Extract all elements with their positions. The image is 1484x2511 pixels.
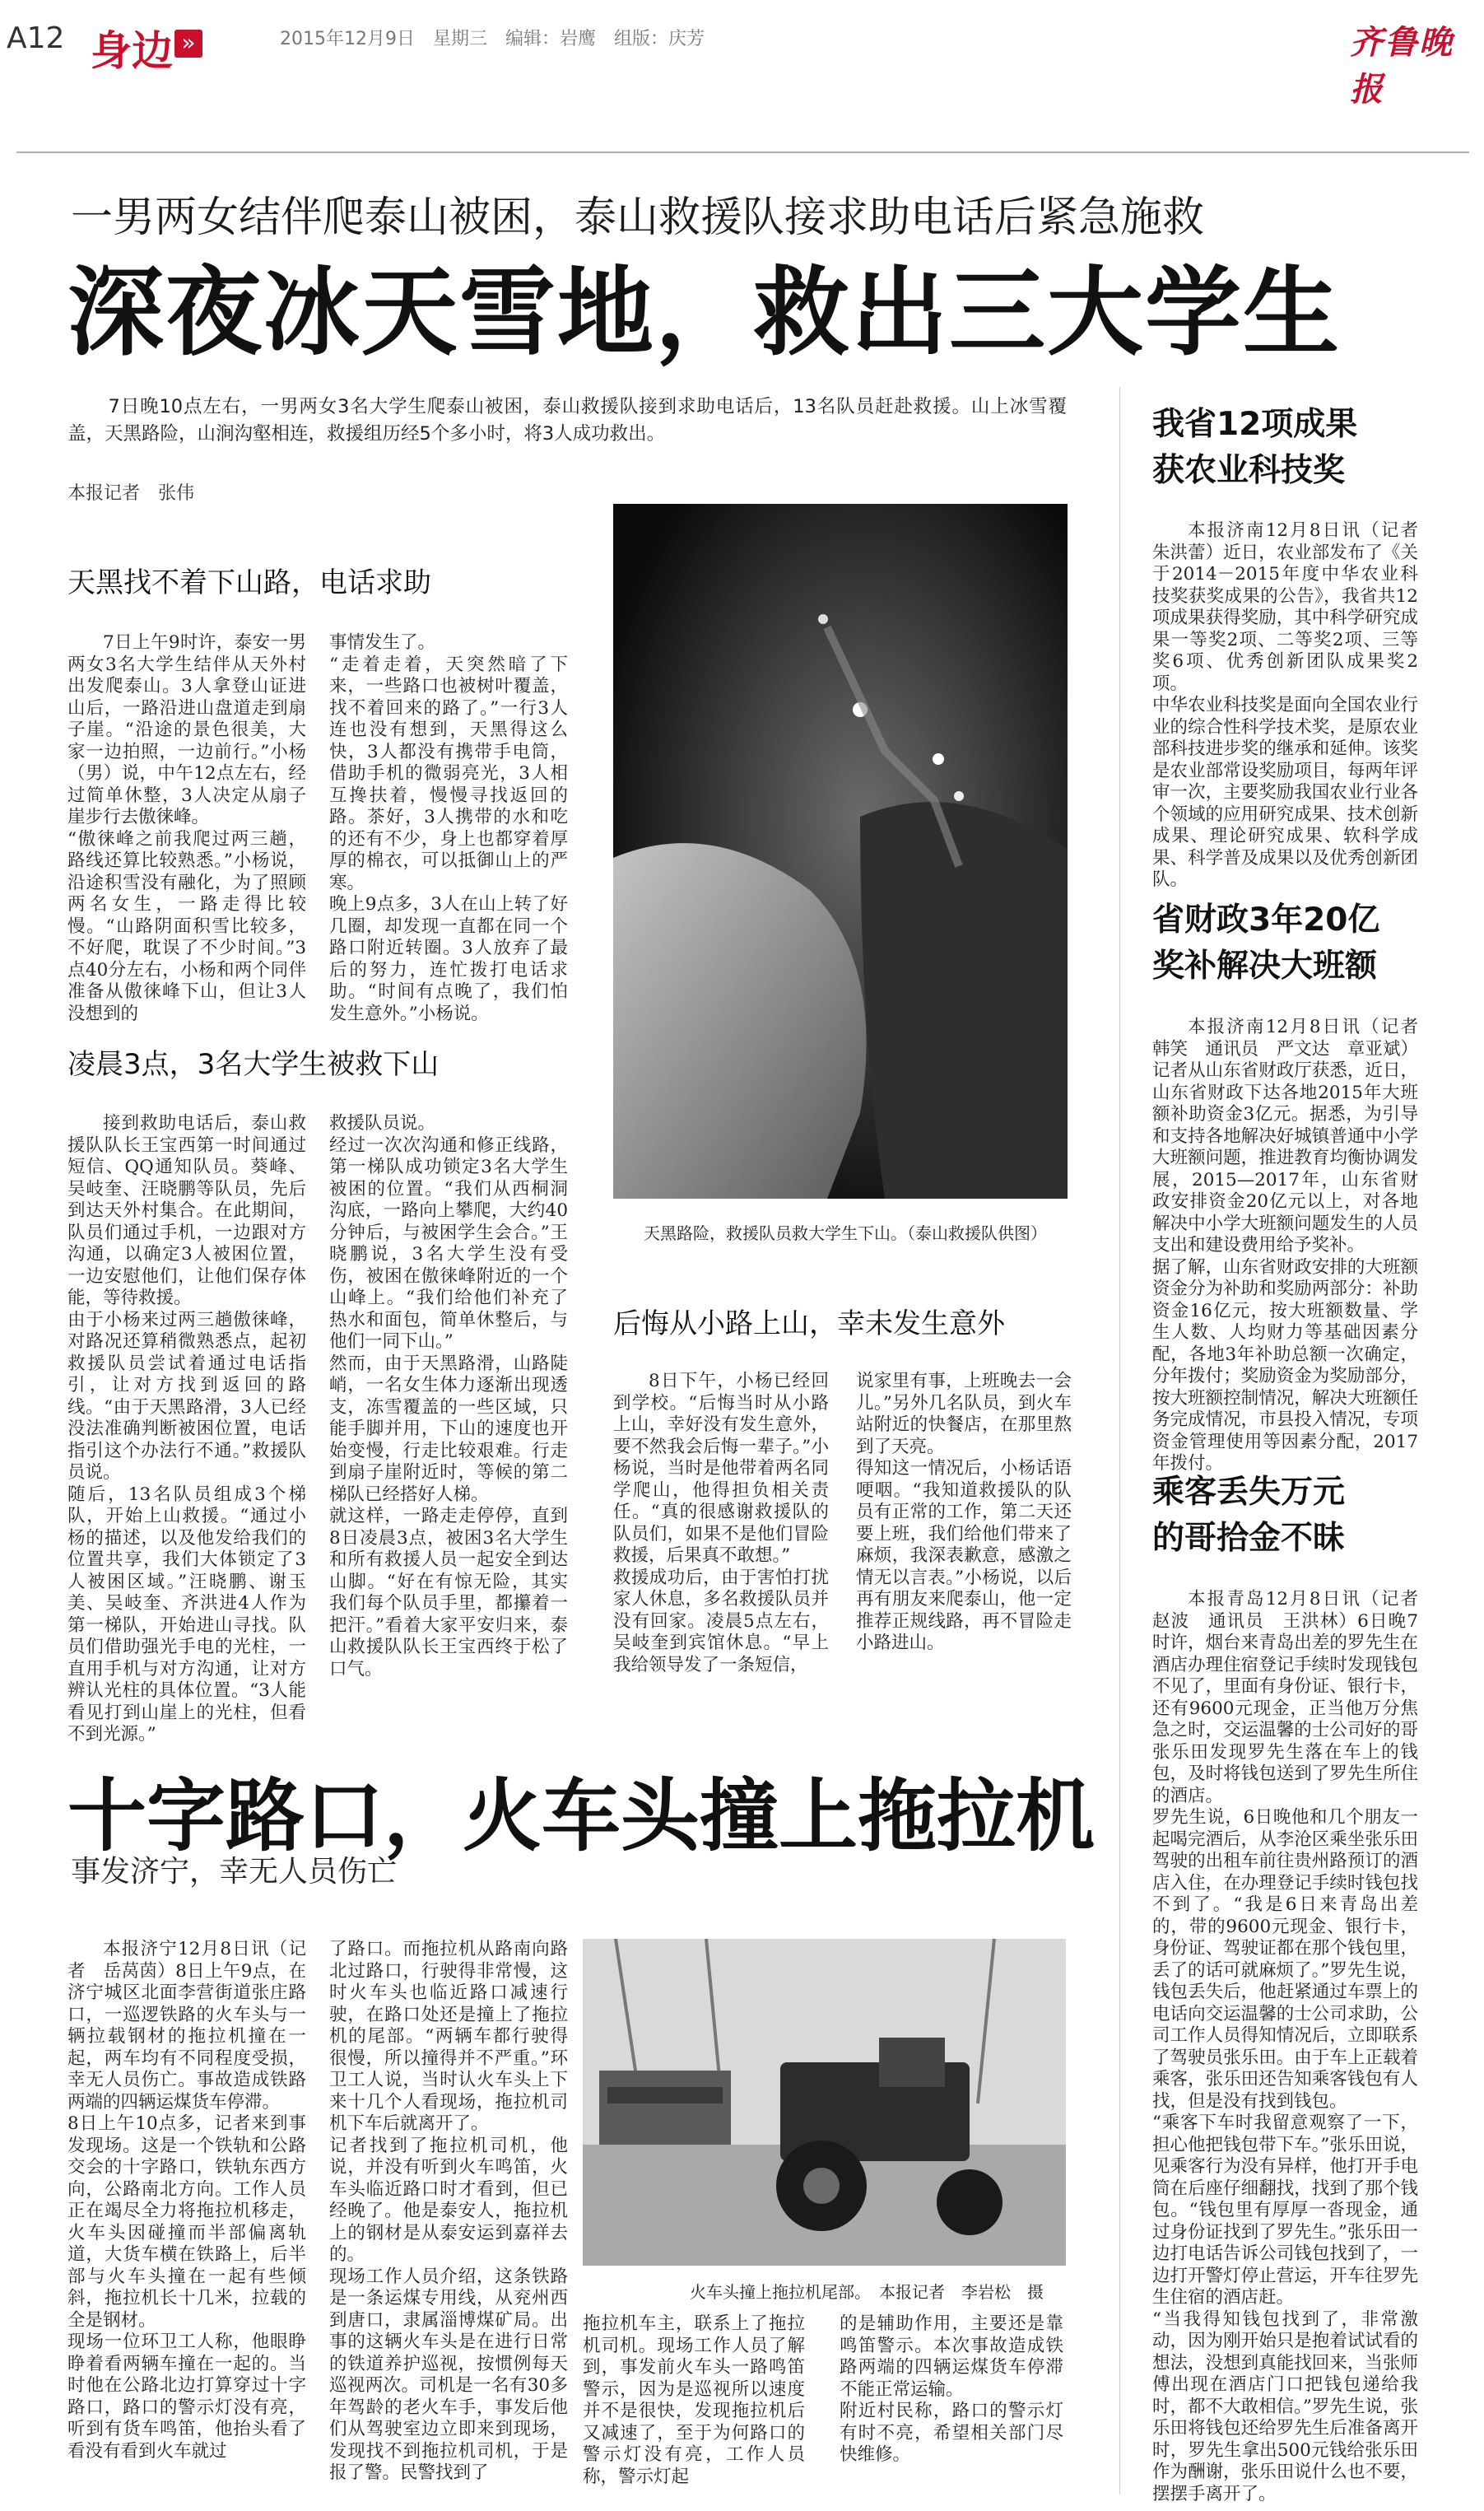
sidebar-story1-title-line2: 获农业科技奖 [1152, 452, 1346, 489]
article1-col1-bottom: 接到救助电话后，泰山救援队队长王宝西第一时间通过短信、QQ通知队员。葵峰、吴岐奎、汪晓鹏等队员，先后到达天外村集合。在此期间，队员们通过手机，一边跟对方沟通，以确定3人被困位置，一边安慰他们，让他们保存体能，等待救援。 由于小杨来过两三趟傲徕峰，对路况还算稍微熟悉点，起初救援队员尝试着通过电话指引，让对方找到返回的路线。“由于天黑路滑，3人已经没法准确判断被困位置，电话指引这个办法行不通。”救援队员说。 随后，13名队员组成3个梯队，开始上山救援。“通过小杨的描述，以及他发给我们的位置共享，我们大体锁定了3人被困区域。”汪晓鹏、谢玉美、吴岐奎、齐洪进4人作为第一梯队，开始进山寻找。队员们借助强光手电的光柱，一直用手机与对方沟通，让对方辨认光柱的具体位置。“3人能看见打到山崖上的光柱，但看不到光源。” [67, 1113, 306, 1745]
rescue-photo [613, 504, 1068, 1199]
sidebar-story3-title-line1: 乘客丢失万元 [1152, 1474, 1346, 1511]
article2-col4: 的是辅助作用，主要还是靠鸣笛警示。本次事故造成铁路两端的四辆运煤货车停滞不能正常运输。 附近村民称，路口的警示灯有时不亮，希望相关部门尽快维修。 [840, 2313, 1063, 2465]
article1-col2-bottom: 救援队员说。 经过一次次沟通和修正线路，第一梯队成功锁定3名大学生被困的位置。“我们从西桐洞沟底，一路向上攀爬，大约40分钟后，与被困学生会合。”王晓鹏说，3名大学生没有受伤，被困在傲徕峰附近的一个山峰上。“我们给他们补充了热水和面包，简单休整后，与他们一同下山。” 然而，由于天黑路滑，山路陡峭，一名女生体力逐渐出现透支，冻雪覆盖的一些区域，只能手脚并用，下山的速度也开始变慢，行走比较艰难。行走到扇子崖附近时，等候的第二梯队已经搭好人梯。 就这样，一路走走停停，直到8日凌晨3点，被困3名大学生和所有救援人员一起安全到达山脚。“好在有惊无险，其实我们每个队员手里，都攥着一把汗。”看着大家平安归来，泰山救援队队长王宝西终于松了口气。 [329, 1113, 568, 1679]
article2-headline: 十字路口，火车头撞上拖拉机 [67, 1770, 1095, 1862]
article2-col3: 拖拉机车主，联系上了拖拉机司机。现场工作人员了解到，事发前火车头一路鸣笛警示，因为是巡视所以速度并不是很快，发现拖拉机后又减速了，至于为何路口的警示灯没有亮，工作人员称，警示灯起 [583, 2313, 805, 2487]
page-meta: 2015年12月9日 星期三 编辑：岩鹰 组版：庆芳 [280, 29, 705, 49]
article2-col2: 了路口。而拖拉机从路南向路北过路口，行驶得非常慢，这时火车头也临近路口减速行驶，在路口处还是撞上了拖拉机的尾部。“两辆车都行驶得很慢，所以撞得并不严重。”环卫工人说，当时认火车头上下来十几个人看现场，拖拉机司机下车后就离开了。 记者找到了拖拉机司机，他说，并没有听到火车鸣笛，火车头临近路口时才看到，但已经晚了。他是泰安人，拖拉机上的钢材是从泰安运到嘉祥去的。 现场工作人员介绍，这条铁路是一条运煤专用线，从兖州西到唐口，隶属淄博煤矿局。出事的这辆火车头是在进行日常的铁道养护巡视，按惯例每天巡视两次。司机是一名有30多年驾龄的老火车手，事发后他们从驾驶室边立即来到现场，发现找不到拖拉机司机，于是报了警。民警找到了 [329, 1939, 568, 2483]
sidebar-story2-title-line2: 奖补解决大班额 [1152, 948, 1378, 985]
accident-photo-caption: 火车头撞上拖拉机尾部。 本报记者 李岩松 摄 [690, 2282, 1044, 2302]
article1-subhead-3: 后悔从小路上山，幸未发生意外 [613, 1307, 1005, 1340]
sidebar-story3-body: 本报青岛12月8日讯（记者 赵波 通讯员 王洪林）6日晚7时许，烟台来青岛出差的罗先生在酒店办理住宿登记手续时发现钱包不见了，里面有身份证、银行卡，还有9600元现金，正当他万分焦急之时，交运温馨的士公司好的哥张乐田发现罗先生落在车上的钱包，及时将钱包送到了罗先生所住的酒店。 罗先生说，6日晚他和几个朋友一起喝完酒后，从李沧区乘坐张乐田驾驶的出租车前往贵州路预订的酒店入住，在办理登记手续时钱包找不到了。“我是6日来青岛出差的，带的9600元现金、银行卡，身份证、驾驶证都在那个钱包里，丢了的话可就麻烦了。”罗先生说，钱包丢失后，他赶紧通过车票上的电话向交运温馨的士公司求助，公司工作人员得知情况后，立即联系了驾驶员张乐田。由于车上正载着乘客，张乐田还告知乘客钱包有人找，但是没有找到钱包。 “乘客下车时我留意观察了一下，担心他把钱包带下车。”张乐田说，见乘客行为没有异样，他打开手电筒在后座仔细翻找，找到了那个钱包。“钱包里有厚厚一沓现金，通过身份证找到了罗先生。”张乐田一边打电话告诉公司钱包找到了，一边打开警灯停止营运，开车往罗先生住宿的酒店赶。 “当我得知钱包找到了，非常激动，因为刚开始只是抱着试试看的想法，没想到真能找回来，当张师傅出现在酒店门口把钱包递给我时，都不大敢相信。”罗先生说，张乐田将钱包还给罗先生后准备离开时，罗先生拿出500元钱给张乐田作为酬谢，张乐田说什么也不要，摆摆手离开了。 [1152, 1589, 1418, 2504]
accident-photo-image [583, 1939, 1066, 2266]
sidebar-divider [1119, 387, 1120, 2495]
page-number: A12 [7, 21, 65, 55]
accident-photo [583, 1939, 1066, 2266]
sidebar-story2-title-line1: 省财政3年20亿 [1152, 901, 1380, 939]
article2-subhead: 事发济宁，幸无人员伤亡 [71, 1855, 398, 1889]
section-arrow-icon: » [174, 30, 202, 58]
rescue-photo-caption: 天黑路险，救援队员救大学生下山。（泰山救援队供图） [644, 1223, 1047, 1243]
article1-kicker: 一男两女结伴爬泰山被困，泰山救援队接求助电话后紧急施救 [71, 193, 1205, 242]
section-tab [76, 8, 201, 74]
article1-col1-top: 7日上午9时许，泰安一男两女3名大学生结伴从天外村出发爬泰山。3人拿登山证进山后，一路沿进山盘道走到扇子崖。“沿途的景色很美，大家一边拍照，一边前行。”小杨（男）说，中午12点左右，经过简单休整，3人决定从扇子崖步行去傲徕峰。 “傲徕峰之前我爬过两三趟，路线还算比较熟悉。”小杨说，沿途积雪没有融化，为了照顾两名女生，一路走得比较慢。“山路阴面积雪比较多，不好爬，耽误了不少时间。”3点40分左右，小杨和两个同伴准备从傲徕峰下山，但让3人没想到的 [67, 632, 306, 1024]
article2-col1: 本报济宁12月8日讯（记者 岳莴茵）8日上午9点，在济宁城区北面李营街道张庄路口，一巡逻铁路的火车头与一辆拉载钢材的拖拉机撞在一起，两车均有不同程度受损，幸无人员伤亡。事故造成铁路两端的四辆运煤货车停滞。 8日上午10点多，记者来到事发现场。这是一个铁轨和公路交会的十字路口，铁轨东西方向，公路南北方向。工作人员正在竭尽全力将拖拉机移走，火车头因碰撞而半部偏离轨道，大货车横在铁路上，后半部与火车头撞在一起有些倾斜，拖拉机长十几米，拉载的全是钢材。 现场一位环卫工人称，他眼睁睁着看两辆车撞在一起的。当时他在公路北边打算穿过十字路口，路口的警示灯没有亮，听到有货车鸣笛，他抬头看了看没有看到火车就过 [67, 1939, 306, 2462]
sidebar-story3-title [1152, 1470, 1465, 1562]
sidebar-story2-title [1152, 897, 1465, 990]
masthead-logo: 齐鲁晚报 [1350, 23, 1454, 109]
article1-byline: 本报记者 张伟 [67, 483, 195, 504]
rescue-photo-image [613, 504, 1068, 1199]
article1-lead: 7日晚10点左右，一男两女3名大学生爬泰山被困，泰山救援队接到求助电话后，13名队员赶赴救援。山上冰雪覆盖，天黑路险，山涧沟壑相连，救援组历经5个多小时，将3人成功救出。 [67, 396, 1067, 445]
sidebar-story1-title-line1: 我省12项成果 [1152, 406, 1358, 443]
article1-col3: 8日下午，小杨已经回到学校。“后悔当时从小路上山，幸好没有发生意外，要不然我会后悔一辈子。”小杨说，当时是他带着两名同学爬山，他得担负相关责任。“真的很感谢救援队的队员们，如果不是他们冒险救援，后果真不敢想。” 救援成功后，由于害怕打扰家人休息，多名救援队员并没有回家。凌晨5点左右，吴岐奎到宾馆休息。“早上我给领导发了一条短信， [613, 1371, 829, 1675]
article1-headline: 深夜冰天雪地，救出三大学生 [67, 256, 1342, 369]
article1-col4: 说家里有事，上班晚去一会儿。”另外几名队员，到火车站附近的快餐店，在那里熬到了天亮。 得知这一情况后，小杨话语哽咽。“我知道救援队的队员有正常的工作，第二天还要上班，我们给他们带来了麻烦，我深表歉意，感激之情无以言表。”小杨说，以后再有朋友来爬泰山，他一定推荐正规线路，再不冒险走小路进山。 [856, 1371, 1072, 1653]
article1-subhead-1: 天黑找不着下山路，电话求助 [67, 566, 431, 599]
article1-col2-top: 事情发生了。 “走着走着，天突然暗了下来，一些路口也被树叶覆盖，找不着回来的路了。”一行3人连也没有想到，天黑得这么快，3人都没有携带手电筒，借助手机的微弱亮光，3人相互搀扶着，慢慢寻找返回的路。茶好，3人携带的水和吃的还有不少，身上也都穿着厚厚的棉衣，可以抵御山上的严寒。 晚上9点多，3人在山上转了好几圈，却发现一直都在同一个路口附近转圈。3人放弃了最后的努力，连忙拨打电话求助。“时间有点晚了，我们怕发生意外。”小杨说。 [329, 632, 568, 1024]
sidebar-story2-body: 本报济南12月8日讯（记者 韩笑 通讯员 严文达 章亚斌）记者从山东省财政厅获悉，近日，山东省财政下达各地2015年大班额补助资金3亿元。据悉，为引导和支持各地解决好城镇普通中小学大班额问题，推进教育均衡协调发展，2015—2017年，山东省财政安排资金20亿元以上，对各地解决中小学大班额问题发生的人员支出和建设费用给予奖补。 据了解，山东省财政安排的大班额资金分为补助和奖励两部分：补助资金16亿元，按大班额数量、学生人数、人均财力等基础因素分配，各地3年补助总额一次确定，分年拨付；奖励资金为奖励部分，按大班额控制情况，解决大班额任务完成情况，市县投入情况，专项资金管理使用等因素分配，2017年拨付。 [1152, 1017, 1418, 1474]
sidebar-story3-title-line2: 的哥拾金不昧 [1152, 1520, 1346, 1557]
sidebar-story1-body: 本报济南12月8日讯（记者 朱洪蕾）近日，农业部发布了《关于2014－2015年度中华农业科技奖获奖成果的公告》，我省共12项成果获得奖励，其中科学研究成果一等奖2项、二等奖2项、三等奖6项、优秀创新团队成果奖2项。 中华农业科技奖是面向全国农业行业的综合性科学技术奖，是原农业部科技进步奖的继承和延伸。该奖是农业部常设奖励项目，每两年评审一次，主要奖励我国农业行业各个领域的应用研究成果、技术创新成果、理论研究成果、软科学成果、科学普及成果以及优秀创新团队。 [1152, 520, 1418, 890]
sidebar-story1-title [1152, 402, 1465, 494]
section-label: 身边 [91, 27, 173, 75]
article1-subhead-2: 凌晨3点，3名大学生被救下山 [67, 1048, 440, 1081]
header-rule [16, 151, 1469, 153]
